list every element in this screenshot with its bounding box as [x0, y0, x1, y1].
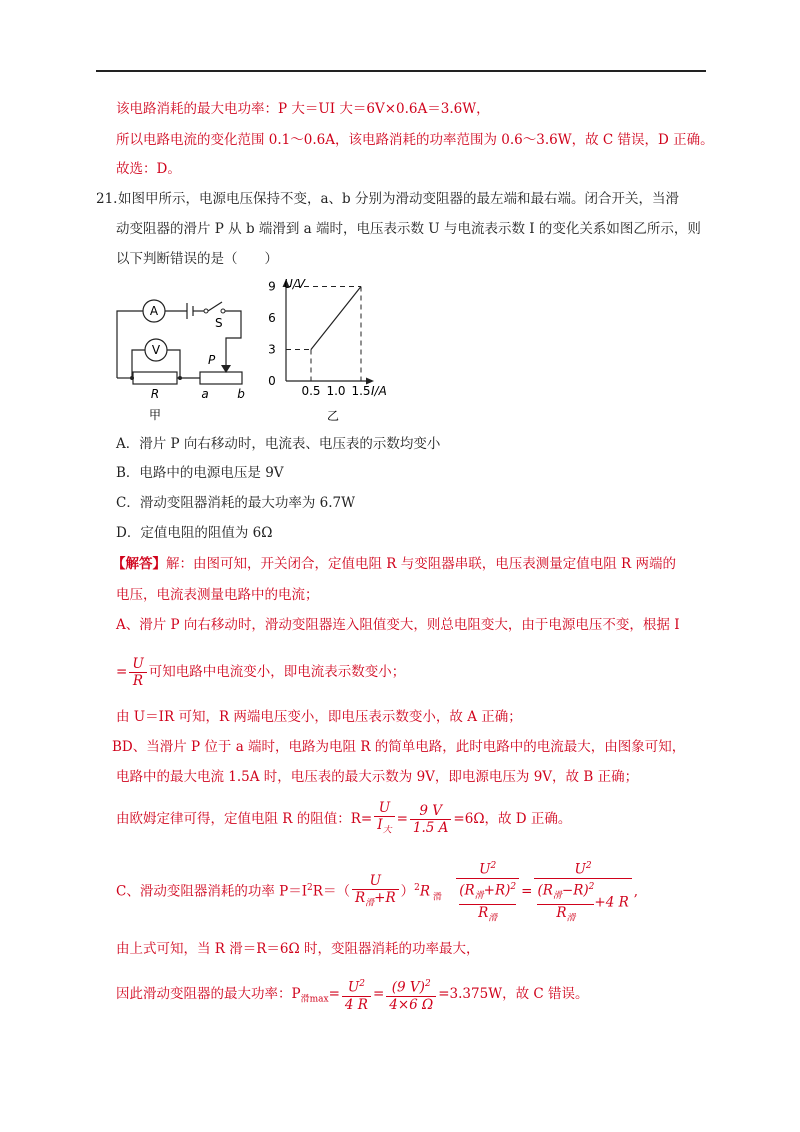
resistance-fraction-2: $\frac{9 V}{1.5 A}$ — [410, 803, 452, 836]
maxpower-fraction-1: $\frac{U^2}{4 R}$ — [342, 976, 371, 1013]
header-rule — [96, 70, 706, 72]
resistance-fraction-1: $\frac{U}{I_大}$ — [374, 800, 394, 839]
answer-line-3: A、滑片 P 向右移动时，滑动变阻器连入阻值变大，则总电阻变大，由于电源电压不变，根据 I — [116, 617, 680, 633]
y-tick-9: 9 — [268, 279, 276, 294]
answer-text-4: 可知电路中电流变小，即电流表示数变小； — [148, 664, 406, 680]
option-b: B．电路中的电源电压是 9V — [116, 465, 284, 481]
answer-tag: 【解答】 — [112, 556, 166, 572]
answer-text-9a: C、滑动变阻器消耗的功率 P＝I — [116, 883, 308, 900]
y-tick-3: 3 — [268, 342, 276, 357]
option-a: A．滑片 P 向右移动时，电流表、电压表的示数均变小 — [116, 436, 441, 452]
answer-line-8: 由欧姆定律可得，定值电阻 R 的阻值：R= $\frac{U}{I_大}$ = $\frac{9 V}{1.5 A}$ =6Ω，故 D 正确。 — [116, 800, 571, 839]
option-d: D．定值电阻的阻值为 6Ω — [116, 525, 273, 541]
slider-label: P — [208, 353, 216, 367]
option-c: C．滑动变阻器消耗的最大功率为 6.7W — [116, 495, 355, 511]
answer-line-2: 电压，电流表测量电路中的电流； — [116, 587, 319, 603]
answer-text-8a: 由欧姆定律可得，定值电阻 R 的阻值：R= — [116, 810, 373, 827]
answer-line-9: C、滑动变阻器消耗的功率 $P=I^2R=$（ $\frac{U}{R_滑+R}$ ）$^2$R $_滑$ $U^2$ $(R_滑+R)^2$ $R_滑$ = $U^2$ $(R_滑-R)^2$ $R_滑+4$ R , — [116, 858, 638, 926]
answer-line-1 — [112, 555, 676, 573]
maxpower-fraction-2: $\frac{(9 V)^2}{4\times 6 \Omega}$ — [386, 976, 436, 1013]
voltmeter-label: V — [151, 343, 161, 357]
intro-line-2: 所以电路电流的变化范围 0.1～0.6A，该电路消耗的功率范围为 0.6～3.6W，故 C 错误，D 正确。 — [116, 132, 714, 148]
question-number: 21. — [96, 191, 118, 207]
graph-caption: 乙 — [326, 409, 340, 423]
end-a-label: a — [201, 387, 209, 401]
question-line-3: 以下判断错误的是（ ） — [116, 251, 278, 267]
answer-text-11b: =3.375W，故 C 错误。 — [438, 985, 589, 1002]
end-b-label: b — [237, 387, 245, 401]
answer-line-4: = $\frac{U}{R}$ 可知电路中电流变小，即电流表示数变小； — [116, 656, 406, 689]
answer-line-11: 因此滑动变阻器的最大功率：$P_{滑max}=$ $\frac{U^2}{4 R}$ = $\frac{(9 V)^2}{4\times 6 \Omega}$ =3.375W，故 C 错误。 — [116, 976, 588, 1013]
x-tick-1-5: 1.5 — [351, 384, 371, 398]
y-axis-label: U/V — [284, 277, 306, 291]
x-tick-1-0: 1.0 — [326, 384, 346, 398]
answer-text-9b: R＝（ — [312, 883, 350, 900]
y-tick-6: 6 — [268, 311, 276, 325]
circuit-caption: 甲 — [148, 408, 162, 422]
x-tick-0-5: 0.5 — [301, 384, 321, 398]
circuit-diagram — [105, 285, 255, 425]
power-fraction-1: $\frac{U}{R_滑+R}$ — [352, 873, 399, 912]
resistor-label: R — [150, 387, 160, 401]
intro-line-3: 故选：D。 — [116, 161, 181, 177]
ohm-fraction: $\frac{U}{R}$ — [129, 656, 146, 689]
answer-line-7: 电路中的最大电流 1.5A 时，电压表的最大示数为 9V，即电源电压为 9V，故 B 正确； — [116, 769, 639, 785]
answer-text-9c: ） — [400, 883, 415, 900]
power-fraction-3: $U^2$ $(R_滑-R)^2$ $R_滑+4$ R — [534, 858, 631, 926]
question-line-2: 动变阻器的滑片 P 从 b 端滑到 a 端时，电压表示数 U 与电流表示数 I 的变化关系如图乙所示，则 — [116, 221, 701, 237]
power-fraction-2: $U^2$ $(R_滑+R)^2$ $R_滑$ — [456, 858, 519, 926]
answer-text-11a: 因此滑动变阻器的最大功率：P — [116, 985, 301, 1002]
ui-graph — [258, 275, 408, 425]
origin-label: 0 — [268, 374, 276, 388]
intro-line-1: 该电路消耗的最大电功率：P 大＝UI 大＝6V×0.6A＝3.6W， — [116, 101, 490, 117]
answer-line-5: 由 U＝IR 可知，R 两端电压变小，即电压表示数变小，故 A 正确； — [116, 709, 522, 725]
switch-label: S — [215, 316, 223, 330]
question-line-1: 如图甲所示，电源电压保持不变，a、b 分别为滑动变阻器的最左端和最右端。闭合开关，当滑 — [118, 191, 679, 207]
x-axis-label: I/A — [371, 384, 387, 398]
answer-text-1: 解：由图可知，开关闭合，定值电阻 R 与变阻器串联，电压表测量定值电阻 R 两端的 — [166, 556, 676, 572]
series-line — [311, 287, 361, 350]
answer-line-10: 由上式可知，当 R 滑＝R＝6Ω 时，变阻器消耗的功率最大， — [116, 941, 480, 957]
answer-text-8b: =6Ω，故 D 正确。 — [453, 810, 572, 827]
answer-line-6: BD、当滑片 P 位于 a 端时，电路为电阻 R 的简单电路，此时电路中的电流最大，由图象可知， — [112, 739, 686, 755]
ammeter-label: A — [149, 304, 159, 318]
